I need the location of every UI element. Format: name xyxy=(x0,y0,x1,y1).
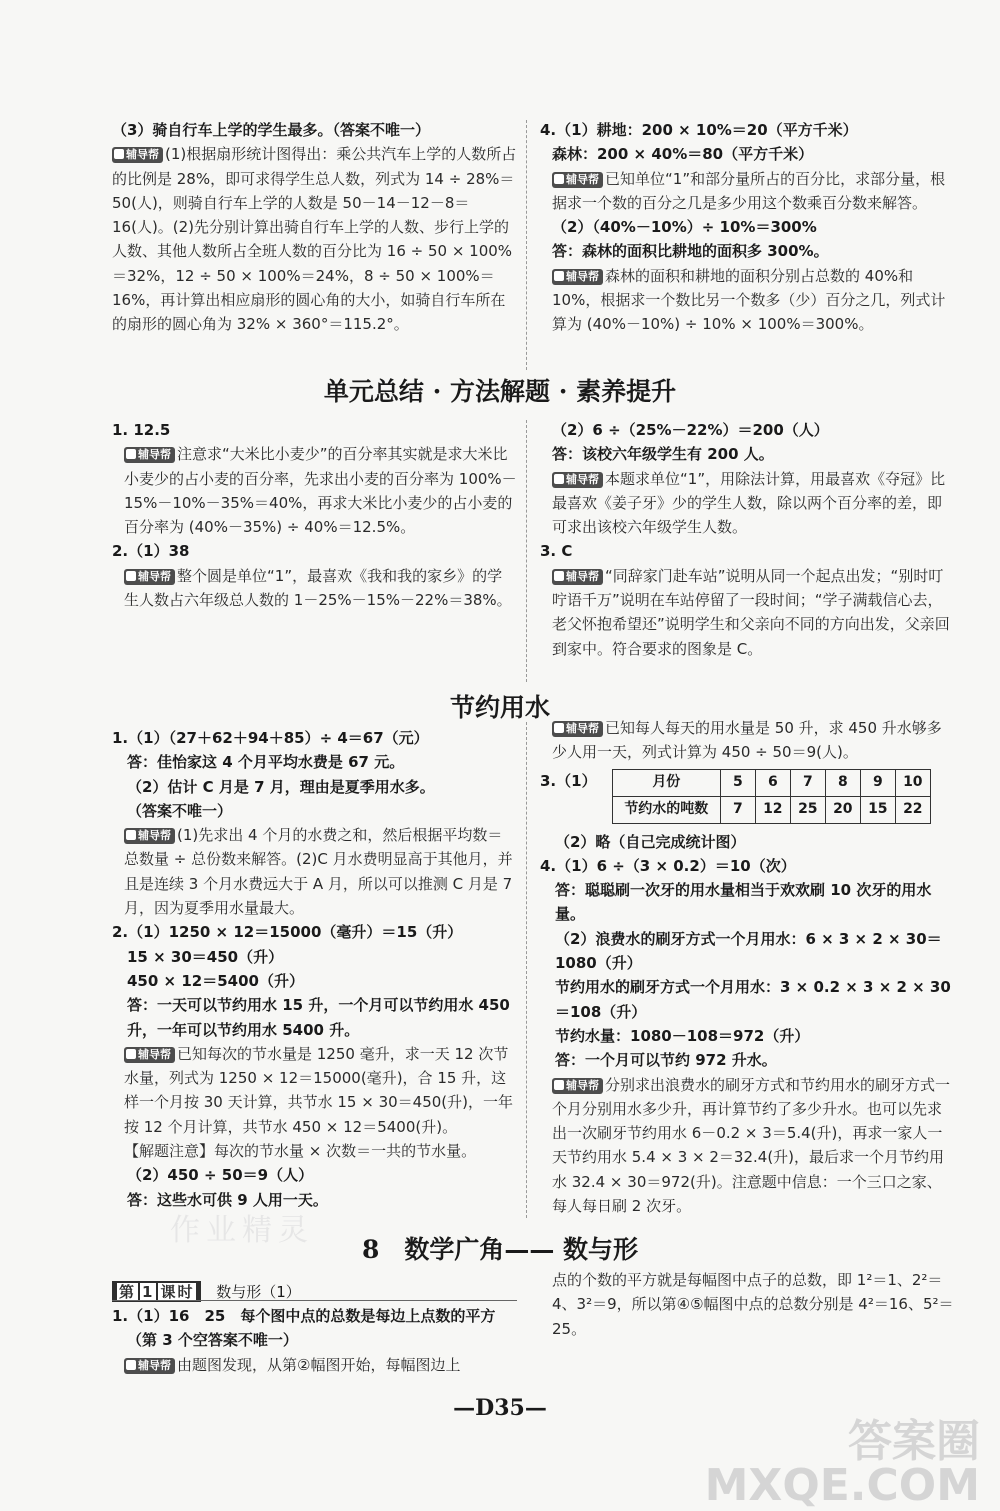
help-badge-label: 辅导帮 xyxy=(566,172,599,186)
lesson-header xyxy=(112,1281,301,1302)
answer-line: 答：一天可以节约用水 15 升，一个月可以节约用水 450 升，一年可以节约用水 5400 升。 xyxy=(127,996,510,1039)
help-badge xyxy=(552,721,603,737)
answer-line: 答：聪聪刷一次牙的用水量相当于欢欢刷 10 次牙的用水量。 xyxy=(555,881,932,924)
answer-line: 4.（1）耕地：200 × 10%＝20（平方千米） xyxy=(540,121,858,139)
lesson-left-block xyxy=(112,1304,517,1377)
answer-line: 森林：200 × 40%＝80（平方千米） xyxy=(552,145,814,164)
help-badge-label: 辅导帮 xyxy=(566,1078,599,1092)
help-text: (1)先求出 4 个月的水费之和，然后根据平均数＝总数量 ÷ 总份数来解答。(2)C 月水费明显高于其他月，并且是连续 3 个月水费远大于 A 月，所以可以推测 C 月是 7 月，因为夏季用水量最大。 xyxy=(124,826,513,918)
watermark-logo: 答案圈 MXQE.COM xyxy=(704,1416,980,1511)
top-left-block xyxy=(112,118,517,337)
help-text: 点的个数的平方就是每幅图中点子的总数，即 1²＝1、2²＝4、3²＝9，所以第④⑤幅图中点的总数分别是 4²＝16、5²＝25。 xyxy=(552,1271,954,1338)
help-badge-label: 辅导帮 xyxy=(566,722,599,735)
table-cell: 20 xyxy=(825,796,860,823)
table-cell: 12 xyxy=(755,796,790,823)
table-cell: 7 xyxy=(790,769,825,796)
water-table xyxy=(612,769,931,824)
help-text: 已知每人每天的用水量是 50 升，求 450 升水够多少人用一天，列式计算为 450 ÷ 50＝9(人)。 xyxy=(552,719,942,762)
answer-line: 答：这些水可供 9 人用一天。 xyxy=(127,1190,328,1209)
page-number: —D35— xyxy=(453,1395,547,1421)
help-text: “同辞家门赴车站”说明从同一个起点出发；“别时叮咛语千万”说明在车站停留了一段时间；“学子满载信心去，老父怀抱希望还”说明学生和父亲向不同的方向出发，父亲回到家中。符合要求的图象是 C。 xyxy=(552,566,950,658)
help-badge-label: 辅导帮 xyxy=(138,829,171,843)
help-text: 森林的面积和耕地的面积分别占总数的 40%和 10%，根据求一个数比另一个数多（少）百分之几，列式计算为 (40%－10%) ÷ 10% × 100%＝300%。 xyxy=(552,266,946,334)
help-badge xyxy=(124,828,175,844)
answer-line: 3.（1） xyxy=(540,771,597,790)
answer-line: （2）浪费水的刷牙方式一个月用水：6 × 3 × 2 × 30＝1080（升） xyxy=(555,929,942,973)
help-text: (1)根据扇形统计图得出：乘公共汽车上学的人数所占的比例是 28%，即可求得学生总人数，列式为 14 ÷ 28%＝50(人)，则骑自行车上学的人数是 50－14－12－8＝16(人)。(2)先分别计算出骑自行车上学的人数、步行上学的人数、其他人数所占全班人数的百分比为 16 ÷ 50 × 100%＝32%，12 ÷ 50 × 100%＝24%，8 ÷ 50 × 100%＝16%，再计算出相应扇形的圆心角的大小，如骑自行车所在的扇形的圆心角为 32% × 360°＝115.2°。 xyxy=(112,145,517,334)
answer-line: （2）450 ÷ 50＝9（人） xyxy=(127,1166,314,1185)
lesson-tag-prefix: 第 xyxy=(119,1283,137,1301)
table-header-cell: 月份 xyxy=(612,769,720,796)
help-badge xyxy=(112,147,163,163)
solve-note: 【解题注意】每次的节水量 × 次数＝一共的节水量。 xyxy=(124,1142,477,1161)
table-header-cell: 节约水的吨数 xyxy=(612,796,720,823)
help-badge-label: 辅导帮 xyxy=(566,269,599,283)
help-badge xyxy=(552,569,603,585)
table-cell: 6 xyxy=(755,769,790,796)
answer-line: （2）估计 C 月是 7 月，理由是夏季用水多。 xyxy=(127,777,435,796)
help-icon xyxy=(126,1049,136,1059)
lesson-tag xyxy=(112,1281,201,1302)
lesson-underline xyxy=(112,1300,517,1301)
help-text: 由题图发现，从第②幅图开始，每幅图边上 xyxy=(177,1355,461,1374)
answer-line: （2）（40%－10%）÷ 10%＝300% xyxy=(552,218,817,237)
answer-line: 4.（1）6 ÷（3 × 0.2）＝10（次） xyxy=(540,856,796,875)
table-cell: 22 xyxy=(895,796,930,823)
help-text: 已知每次的节水量是 1250 毫升，求一天 12 次节水量，列式为 1250 × 12＝15000(毫升)，合 15 升，这样一个月按 30 天计算，共节水 15 × 30＝450(升)，一年按 12 个月计算，共节水 450 × 12＝5400(升)。 xyxy=(124,1044,514,1136)
table-cell: 9 xyxy=(860,769,895,796)
help-badge xyxy=(124,1047,175,1063)
column-divider xyxy=(526,120,527,370)
answer-line: （第 3 个空答案不唯一） xyxy=(127,1331,298,1350)
chapter-heading: 8 数学广角—— 数与形 xyxy=(361,1235,639,1264)
help-badge-label: 辅导帮 xyxy=(138,1047,171,1061)
help-icon xyxy=(554,571,564,581)
table-cell: 5 xyxy=(720,769,755,796)
help-icon xyxy=(126,571,136,581)
help-badge xyxy=(552,1078,603,1094)
section-heading: 节约用水 xyxy=(449,693,550,722)
help-text: 分别求出浪费水的刷牙方式和节约用水的刷牙方式一个月分别用水多少升，再计算节约了多少升水。也可以先求出一次刷牙节约用水 6－0.2 × 3＝5.4(升)，再求一家人一天节约用水 5.4 × 3 × 2＝32.4(升)，最后求一个月节约用水 32.4 × 30＝972(升)。注意题中信息：一个三口之家、每人每日刷 2 次牙。 xyxy=(552,1075,951,1216)
help-badge xyxy=(552,472,603,488)
help-icon xyxy=(554,271,564,281)
answer-line: 450 × 12＝5400（升） xyxy=(127,971,304,990)
table-row xyxy=(612,796,930,823)
answer-line: 答：一个月可以节约 972 升水。 xyxy=(555,1051,777,1070)
help-badge xyxy=(124,447,175,463)
help-badge-label: 辅导帮 xyxy=(138,448,171,462)
lesson-title: 数与形（1） xyxy=(216,1283,301,1301)
help-badge xyxy=(552,269,603,285)
help-text: 注意求“大米比小麦少”的百分率其实就是求大米比小麦少的占小麦的百分率，先求出小麦的百分率为 100%－15%－10%－35%＝40%，再求大米比小麦少的占小麦的百分率为 (40%－35%) ÷ 40%＝12.5%。 xyxy=(124,445,517,537)
table-cell: 25 xyxy=(790,796,825,823)
answer-line: 答：该校六年级学生有 200 人。 xyxy=(552,445,774,464)
answer-line: （2）略（自己完成统计图） xyxy=(555,832,746,851)
answer-line: 15 × 30＝450（升） xyxy=(127,947,284,966)
summary-left-block xyxy=(112,418,517,612)
help-icon xyxy=(554,723,564,733)
table-cell: 15 xyxy=(860,796,895,823)
top-right-block xyxy=(540,118,955,337)
lesson-tag-number: 1 xyxy=(142,1283,155,1301)
help-badge xyxy=(552,172,603,188)
answer-line: 答：佳怡家这 4 个月平均水费是 67 元。 xyxy=(127,753,405,772)
answer-line: 1.（1）16 25 每个图中点的总数是每边上点数的平方 xyxy=(112,1307,496,1325)
help-badge-label: 辅导帮 xyxy=(566,472,599,486)
answer-line: 2.（1）38 xyxy=(112,542,190,561)
table-cell: 10 xyxy=(895,769,930,796)
table-line xyxy=(540,769,955,824)
help-badge-label: 辅导帮 xyxy=(138,569,171,583)
section-heading: 单元总结 · 方法解题 · 素养提升 xyxy=(323,377,677,406)
help-icon xyxy=(126,449,136,459)
answer-line: 节约用水的刷牙方式一个月用水：3 × 0.2 × 3 × 2 × 30＝108（升） xyxy=(555,978,951,1021)
lesson-tag-suffix: 课时 xyxy=(160,1283,195,1301)
help-text: 整个圆是单位“1”，最喜欢《我和我的家乡》的学生人数占六年级总人数的 1－25%－15%－22%＝38%。 xyxy=(124,566,512,610)
column-divider xyxy=(526,722,527,1218)
answer-line: 1. 12.5 xyxy=(112,421,171,439)
help-text: 本题求单位“1”，用除法计算，用最喜欢《夺冠》比最喜欢《姜子牙》少的学生人数，除以两个百分率的差，即可求出该校六年级学生人数。 xyxy=(552,469,946,537)
help-text: 已知单位“1”和部分量所占的百分比，求部分量，根据求一个数的百分之几是多少用这个数乘百分数来解答。 xyxy=(552,169,946,212)
help-badge xyxy=(124,569,175,585)
help-icon xyxy=(554,1080,564,1090)
help-icon xyxy=(126,830,136,840)
table-cell: 7 xyxy=(720,796,755,823)
answer-line: 1.（1）（27＋62＋94＋85）÷ 4＝67（元） xyxy=(112,729,429,747)
help-icon xyxy=(114,149,124,159)
answer-line: 答：森林的面积比耕地的面积多 300%。 xyxy=(552,242,829,261)
watermark-text: 作业精灵 xyxy=(170,1213,314,1248)
help-badge xyxy=(124,1358,175,1374)
answer-line: 3. C xyxy=(540,542,573,561)
table-row xyxy=(612,769,930,796)
water-right-block xyxy=(540,716,955,1218)
table-cell: 8 xyxy=(825,769,860,796)
help-badge-label: 辅导帮 xyxy=(126,148,159,162)
answer-line: （答案不唯一） xyxy=(127,801,233,820)
column-divider xyxy=(526,420,527,682)
water-left-block xyxy=(112,726,517,1212)
help-icon xyxy=(554,174,564,184)
lesson-right-block xyxy=(540,1268,955,1341)
answer-line: （3）骑自行车上学的学生最多。（答案不唯一） xyxy=(112,121,430,139)
help-badge-label: 辅导帮 xyxy=(566,569,599,583)
answer-line: 2.（1）1250 × 12＝15000（毫升）＝15（升） xyxy=(112,923,463,942)
answer-line: （2）6 ÷（25%－22%）＝200（人） xyxy=(552,421,829,439)
help-icon xyxy=(126,1360,136,1370)
answer-line: 节约水量：1080－108＝972（升） xyxy=(555,1026,810,1045)
help-badge-label: 辅导帮 xyxy=(138,1358,171,1372)
help-icon xyxy=(554,474,564,484)
summary-right-block xyxy=(540,418,955,661)
